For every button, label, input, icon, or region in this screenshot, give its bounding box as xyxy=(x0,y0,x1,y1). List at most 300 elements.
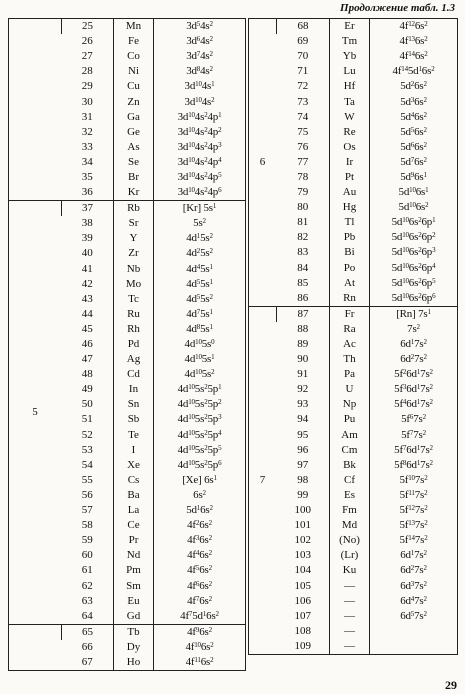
atomic-number: 43 xyxy=(81,292,93,305)
element-row xyxy=(249,34,458,49)
atomic-number: 32 xyxy=(81,125,93,138)
element-symbol: Sm xyxy=(114,578,154,593)
element-row xyxy=(249,200,458,215)
element-symbol: Tb xyxy=(114,624,154,640)
element-symbol: Bk xyxy=(330,458,370,473)
electron-configuration: $5s^2$ xyxy=(154,216,246,231)
electron-configuration: $5f^{14}7s^2$ xyxy=(370,533,458,548)
element-symbol: Fe xyxy=(114,34,154,49)
atomic-number: 45 xyxy=(81,322,93,335)
electron-configuration: $5d^{10}6s^26p^6$ xyxy=(370,291,458,307)
electron-configuration: [Rn] $7s^1$ xyxy=(370,306,458,322)
atomic-number: 63 xyxy=(81,594,93,607)
element-row xyxy=(249,639,458,655)
atomic-number: 50 xyxy=(81,398,93,411)
element-symbol: Po xyxy=(330,261,370,276)
element-row xyxy=(249,458,458,473)
atomic-number: 99 xyxy=(297,488,309,501)
electron-configuration: $5f^{11}7s^2$ xyxy=(370,488,458,503)
electron-configuration: $6d^17s^2$ xyxy=(370,548,458,563)
element-symbol: Xe xyxy=(114,458,154,473)
electron-configuration: $5f^46d^17s^2$ xyxy=(370,397,458,412)
atomic-number: 95 xyxy=(297,428,309,441)
atomic-number: 82 xyxy=(297,231,309,244)
atomic-number: 92 xyxy=(297,383,309,396)
atomic-number: 106 xyxy=(294,594,311,607)
electron-configuration: $4d^85s^1$ xyxy=(154,322,246,337)
atomic-number: 35 xyxy=(81,170,93,183)
element-row xyxy=(249,397,458,412)
electron-configuration: $3d^64s^2$ xyxy=(154,34,246,49)
atomic-number: 64 xyxy=(81,609,93,622)
period-number xyxy=(9,624,62,670)
element-row xyxy=(249,412,458,427)
element-symbol: Zn xyxy=(114,94,154,109)
element-row xyxy=(249,155,458,170)
element-row xyxy=(249,443,458,458)
element-symbol: Zr xyxy=(114,246,154,261)
element-symbol: I xyxy=(114,443,154,458)
atomic-number: 72 xyxy=(297,80,309,93)
left-table-body xyxy=(9,19,246,671)
electron-configuration: $4d^{10}5s^0$ xyxy=(154,337,246,352)
electron-configuration: $5f^{10}7s^2$ xyxy=(370,473,458,488)
atomic-number: 67 xyxy=(81,655,93,668)
atomic-number: 56 xyxy=(81,488,93,501)
element-row xyxy=(249,624,458,639)
element-symbol: Rb xyxy=(114,201,154,217)
element-symbol: As xyxy=(114,140,154,155)
element-symbol: Ga xyxy=(114,110,154,125)
electron-configuration: $4d^{10}5s^1$ xyxy=(154,352,246,367)
element-symbol: Rn xyxy=(330,291,370,307)
element-row xyxy=(249,245,458,260)
electron-configuration: $3d^54s^2$ xyxy=(154,19,246,35)
element-row xyxy=(249,367,458,382)
electron-configuration: $3d^{10}4s^24p^5$ xyxy=(154,170,246,185)
element-symbol: Th xyxy=(330,352,370,367)
electron-configuration: $5d^36s^2$ xyxy=(370,94,458,109)
element-symbol: Hf xyxy=(330,79,370,94)
electron-configuration: $4d^{10}5s^25p^4$ xyxy=(154,428,246,443)
table-caption: Продолжение табл. 1.3 xyxy=(340,2,455,14)
element-row xyxy=(249,140,458,155)
electron-configuration: $3d^{10}4s^24p^4$ xyxy=(154,155,246,170)
element-symbol: Br xyxy=(114,170,154,185)
electron-configuration: $4f^56s^2$ xyxy=(154,563,246,578)
electron-configuration: $3d^{10}4s^1$ xyxy=(154,79,246,94)
element-symbol: Re xyxy=(330,125,370,140)
element-symbol: In xyxy=(114,382,154,397)
element-row xyxy=(249,125,458,140)
element-symbol: Es xyxy=(330,488,370,503)
element-symbol: Mn xyxy=(114,19,154,35)
electron-configuration: $4f^76s^2$ xyxy=(154,594,246,609)
electron-configuration: $4f^{14}5d^16s^2$ xyxy=(370,64,458,79)
electron-configuration: $3d^{10}4s^24p^3$ xyxy=(154,140,246,155)
atomic-number: 96 xyxy=(297,443,309,456)
element-symbol: Cf xyxy=(330,473,370,488)
atomic-number: 42 xyxy=(81,277,93,290)
atomic-number: 40 xyxy=(81,247,93,260)
element-symbol: Rh xyxy=(114,322,154,337)
period-number: 5 xyxy=(9,201,62,625)
element-symbol: Hg xyxy=(330,200,370,215)
atomic-number: 65 xyxy=(62,624,114,640)
element-symbol: Se xyxy=(114,155,154,170)
electron-configuration: $5d^{10}6s^26p^2$ xyxy=(370,230,458,245)
electron-configuration: $4d^{10}5s^2$ xyxy=(154,367,246,382)
electron-configuration: $4f^75d^16s^2$ xyxy=(154,609,246,625)
atomic-number: 104 xyxy=(294,564,311,577)
electron-configuration: $5f^36d^17s^2$ xyxy=(370,382,458,397)
electron-configuration: $5d^76s^2$ xyxy=(370,155,458,170)
element-symbol: Tm xyxy=(330,34,370,49)
atomic-number: 100 xyxy=(294,504,311,517)
element-symbol: Lu xyxy=(330,64,370,79)
electron-configuration: $7s^2$ xyxy=(370,322,458,337)
atomic-number: 26 xyxy=(81,35,93,48)
element-row xyxy=(249,94,458,109)
atomic-number: 28 xyxy=(81,65,93,78)
atomic-number: 30 xyxy=(81,95,93,108)
atomic-number: 52 xyxy=(81,428,93,441)
atomic-number: 51 xyxy=(81,413,93,426)
atomic-number: 34 xyxy=(81,155,93,168)
electron-configuration: $6d^57s^2$ xyxy=(370,609,458,624)
element-row xyxy=(249,488,458,503)
electron-configuration: $4d^{10}5s^25p^2$ xyxy=(154,397,246,412)
element-row xyxy=(249,306,458,322)
atomic-number: 31 xyxy=(81,110,93,123)
element-symbol: U xyxy=(330,382,370,397)
element-row xyxy=(249,79,458,94)
electron-configuration xyxy=(370,624,458,639)
element-row xyxy=(249,578,458,593)
atomic-number: 88 xyxy=(297,322,309,335)
element-symbol: Md xyxy=(330,518,370,533)
element-row xyxy=(249,49,458,64)
atomic-number: 66 xyxy=(81,640,93,653)
element-row xyxy=(249,382,458,397)
atomic-number: 57 xyxy=(81,504,93,517)
atomic-number: 36 xyxy=(81,186,93,199)
electron-configuration: $5d^{10}6s^26p^4$ xyxy=(370,261,458,276)
atomic-number: 89 xyxy=(297,338,309,351)
atomic-number: 105 xyxy=(294,579,311,592)
electron-configuration: $4d^{10}5s^25p^5$ xyxy=(154,443,246,458)
element-symbol: Nd xyxy=(114,548,154,563)
atomic-number: 29 xyxy=(81,80,93,93)
electron-configuration: $5f^86d^17s^2$ xyxy=(370,458,458,473)
element-symbol: — xyxy=(330,609,370,624)
atomic-number: 76 xyxy=(297,140,309,153)
electron-configuration: $4f^36s^2$ xyxy=(154,533,246,548)
element-symbol: Ge xyxy=(114,125,154,140)
atomic-number: 71 xyxy=(297,65,309,78)
electron-configuration: $4f^96s^2$ xyxy=(154,624,246,640)
atomic-number: 69 xyxy=(297,35,309,48)
element-symbol: Y xyxy=(114,231,154,246)
element-symbol: Am xyxy=(330,428,370,443)
element-row xyxy=(249,261,458,276)
electron-configuration: $4d^55s^2$ xyxy=(154,292,246,307)
atomic-number: 75 xyxy=(297,125,309,138)
element-symbol: La xyxy=(114,503,154,518)
electron-configuration: $5f^{12}7s^2$ xyxy=(370,503,458,518)
electron-configuration: $6d^47s^2$ xyxy=(370,594,458,609)
atomic-number: 107 xyxy=(294,609,311,622)
electron-configuration: $4d^{10}5s^25p^3$ xyxy=(154,412,246,427)
element-row xyxy=(249,609,458,624)
electron-configuration: $4f^{14}6s^2$ xyxy=(370,49,458,64)
element-symbol: Bi xyxy=(330,245,370,260)
element-row xyxy=(249,322,458,337)
atomic-number: 93 xyxy=(297,398,309,411)
electron-configuration: $6d^27s^2$ xyxy=(370,563,458,578)
electron-configuration: $5d^56s^2$ xyxy=(370,125,458,140)
atomic-number: 87 xyxy=(277,306,330,322)
electron-configuration: $5d^{10}6s^2$ xyxy=(370,200,458,215)
element-symbol: Np xyxy=(330,397,370,412)
atomic-number: 103 xyxy=(294,549,311,562)
element-symbol: Co xyxy=(114,49,154,64)
electron-configuration: $5f^67s^2$ xyxy=(370,412,458,427)
atomic-number: 73 xyxy=(297,95,309,108)
element-row xyxy=(249,291,458,307)
element-row xyxy=(249,428,458,443)
electron-configuration: $4f^66s^2$ xyxy=(154,578,246,593)
atomic-number: 109 xyxy=(294,639,311,652)
electron-configuration: $3d^74s^2$ xyxy=(154,49,246,64)
atomic-number: 55 xyxy=(81,473,93,486)
element-symbol: Pm xyxy=(114,563,154,578)
electron-configuration: $5d^66s^2$ xyxy=(370,140,458,155)
element-symbol: Eu xyxy=(114,594,154,609)
electron-configuration: $4d^25s^2$ xyxy=(154,246,246,261)
electron-configuration: $4f^{12}6s^2$ xyxy=(370,19,458,35)
element-row xyxy=(249,352,458,367)
electron-configuration: $3d^{10}4s^2$ xyxy=(154,94,246,109)
element-row xyxy=(249,185,458,200)
period-number: 7 xyxy=(249,306,277,654)
electron-configuration: $6s^2$ xyxy=(154,488,246,503)
element-symbol: Ac xyxy=(330,337,370,352)
atomic-number: 98 xyxy=(297,473,309,486)
atomic-number: 70 xyxy=(297,50,309,63)
element-symbol: Pd xyxy=(114,337,154,352)
electron-configuration: $5d^96s^1$ xyxy=(370,170,458,185)
element-symbol: Au xyxy=(330,185,370,200)
electron-configuration: $5f^77s^2$ xyxy=(370,428,458,443)
electron-configuration: $5d^{10}6s^26p^5$ xyxy=(370,276,458,291)
atomic-number: 74 xyxy=(297,110,309,123)
atomic-number: 53 xyxy=(81,443,93,456)
element-symbol: (No) xyxy=(330,533,370,548)
electron-configuration: $5d^26s^2$ xyxy=(370,79,458,94)
atomic-number: 58 xyxy=(81,519,93,532)
atomic-number: 47 xyxy=(81,353,93,366)
element-symbol: — xyxy=(330,578,370,593)
element-row xyxy=(249,230,458,245)
electron-configuration: $4d^75s^1$ xyxy=(154,307,246,322)
atomic-number: 54 xyxy=(81,458,93,471)
element-row xyxy=(249,337,458,352)
element-symbol: Cs xyxy=(114,473,154,488)
atomic-number: 37 xyxy=(62,201,114,217)
element-symbol: Tl xyxy=(330,215,370,230)
atomic-number: 68 xyxy=(277,19,330,35)
element-symbol: — xyxy=(330,639,370,655)
atomic-number: 60 xyxy=(81,549,93,562)
element-symbol: Sn xyxy=(114,397,154,412)
element-symbol: Os xyxy=(330,140,370,155)
element-row xyxy=(249,110,458,125)
element-symbol: Yb xyxy=(330,49,370,64)
electron-configuration: $4d^55s^1$ xyxy=(154,277,246,292)
element-row xyxy=(9,201,246,217)
electron-configuration: $4f^{11}6s^2$ xyxy=(154,655,246,671)
atomic-number: 84 xyxy=(297,261,309,274)
electron-configuration: $5d^16s^2$ xyxy=(154,503,246,518)
atomic-number: 101 xyxy=(294,519,311,532)
element-row xyxy=(249,473,458,488)
element-symbol: Ag xyxy=(114,352,154,367)
atomic-number: 41 xyxy=(81,262,93,275)
atomic-number: 27 xyxy=(81,50,93,63)
electron-configuration: $4d^45s^1$ xyxy=(154,262,246,277)
electron-configuration: $4d^15s^2$ xyxy=(154,231,246,246)
element-symbol: Cm xyxy=(330,443,370,458)
atomic-number: 49 xyxy=(81,383,93,396)
element-symbol: Nb xyxy=(114,262,154,277)
element-row xyxy=(249,276,458,291)
element-row xyxy=(249,64,458,79)
element-symbol: Ni xyxy=(114,64,154,79)
electron-configuration xyxy=(370,639,458,655)
element-symbol: (Lr) xyxy=(330,548,370,563)
element-row xyxy=(249,170,458,185)
electron-configuration: $5d^{10}6s^1$ xyxy=(370,185,458,200)
element-symbol: At xyxy=(330,276,370,291)
element-symbol: Sr xyxy=(114,216,154,231)
element-symbol: Tc xyxy=(114,292,154,307)
element-symbol: Gd xyxy=(114,609,154,625)
electron-configuration: $4d^{10}5s^25p^6$ xyxy=(154,458,246,473)
electron-configuration: $3d^{10}4s^24p^6$ xyxy=(154,185,246,201)
element-row xyxy=(249,503,458,518)
atomic-number: 39 xyxy=(81,232,93,245)
electron-configuration: [Kr] $5s^1$ xyxy=(154,201,246,217)
electron-configuration: $5f^76d^17s^2$ xyxy=(370,443,458,458)
electron-configuration: $4f^{13}6s^2$ xyxy=(370,34,458,49)
element-symbol: Sb xyxy=(114,412,154,427)
element-row xyxy=(249,518,458,533)
element-symbol: Ra xyxy=(330,322,370,337)
electron-configuration: $4d^{10}5s^25p^1$ xyxy=(154,382,246,397)
element-symbol: Mo xyxy=(114,277,154,292)
atomic-number: 102 xyxy=(294,534,311,547)
electron-configuration: $5d^{10}6s^26p^1$ xyxy=(370,215,458,230)
right-electron-config-table xyxy=(248,18,458,655)
atomic-number: 80 xyxy=(297,201,309,214)
atomic-number: 48 xyxy=(81,368,93,381)
element-row xyxy=(249,533,458,548)
element-row xyxy=(249,594,458,609)
atomic-number: 81 xyxy=(297,216,309,229)
atomic-number: 79 xyxy=(297,186,309,199)
element-row xyxy=(249,563,458,578)
element-symbol: Pu xyxy=(330,412,370,427)
atomic-number: 46 xyxy=(81,338,93,351)
electron-configuration: $3d^{10}4s^24p^2$ xyxy=(154,125,246,140)
element-symbol: Fr xyxy=(330,306,370,322)
electron-configuration: $4f^{10}6s^2$ xyxy=(154,640,246,655)
element-symbol: Ba xyxy=(114,488,154,503)
atomic-number: 59 xyxy=(81,534,93,547)
electron-configuration: $4f^46s^2$ xyxy=(154,548,246,563)
element-symbol: Pr xyxy=(114,533,154,548)
element-symbol: Er xyxy=(330,19,370,35)
element-symbol: Fm xyxy=(330,503,370,518)
electron-configuration: $5d^{10}6s^26p^3$ xyxy=(370,245,458,260)
element-symbol: Ru xyxy=(114,307,154,322)
element-symbol: W xyxy=(330,110,370,125)
element-row xyxy=(249,215,458,230)
element-symbol: Cu xyxy=(114,79,154,94)
atomic-number: 44 xyxy=(81,307,93,320)
page-number: 29 xyxy=(445,678,457,692)
element-row xyxy=(249,548,458,563)
element-symbol: Pb xyxy=(330,230,370,245)
left-electron-config-table xyxy=(8,18,246,671)
electron-configuration: $4f^26s^2$ xyxy=(154,518,246,533)
element-symbol: Te xyxy=(114,428,154,443)
period-number: 6 xyxy=(259,155,266,168)
atomic-number: 94 xyxy=(297,413,309,426)
atomic-number: 78 xyxy=(297,170,309,183)
element-symbol: Pa xyxy=(330,367,370,382)
atomic-number: 108 xyxy=(294,624,311,637)
atomic-number: 25 xyxy=(62,19,114,35)
atomic-number: 83 xyxy=(297,246,309,259)
atomic-number: 33 xyxy=(81,140,93,153)
electron-configuration: $5f^26d^17s^2$ xyxy=(370,367,458,382)
element-symbol: Ho xyxy=(114,655,154,671)
element-symbol: Dy xyxy=(114,640,154,655)
electron-configuration: $5d^46s^2$ xyxy=(370,110,458,125)
atomic-number: 91 xyxy=(297,368,309,381)
element-symbol: Ce xyxy=(114,518,154,533)
period-number xyxy=(9,19,62,201)
atomic-number: 77 xyxy=(297,155,309,168)
atomic-number: 97 xyxy=(297,458,309,471)
element-symbol: — xyxy=(330,624,370,639)
electron-configuration: $3d^{10}4s^24p^1$ xyxy=(154,110,246,125)
electron-configuration: $5f^{13}7s^2$ xyxy=(370,518,458,533)
electron-configuration: $3d^84s^2$ xyxy=(154,64,246,79)
element-row xyxy=(249,19,458,35)
element-symbol: Ir xyxy=(330,155,370,170)
element-row xyxy=(9,624,246,640)
electron-configuration: $6d^17s^2$ xyxy=(370,337,458,352)
element-symbol: Cd xyxy=(114,367,154,382)
element-symbol: — xyxy=(330,594,370,609)
element-row xyxy=(9,19,246,35)
electron-configuration: $6d^27s^2$ xyxy=(370,352,458,367)
element-symbol: Ta xyxy=(330,94,370,109)
atomic-number: 86 xyxy=(297,291,309,304)
